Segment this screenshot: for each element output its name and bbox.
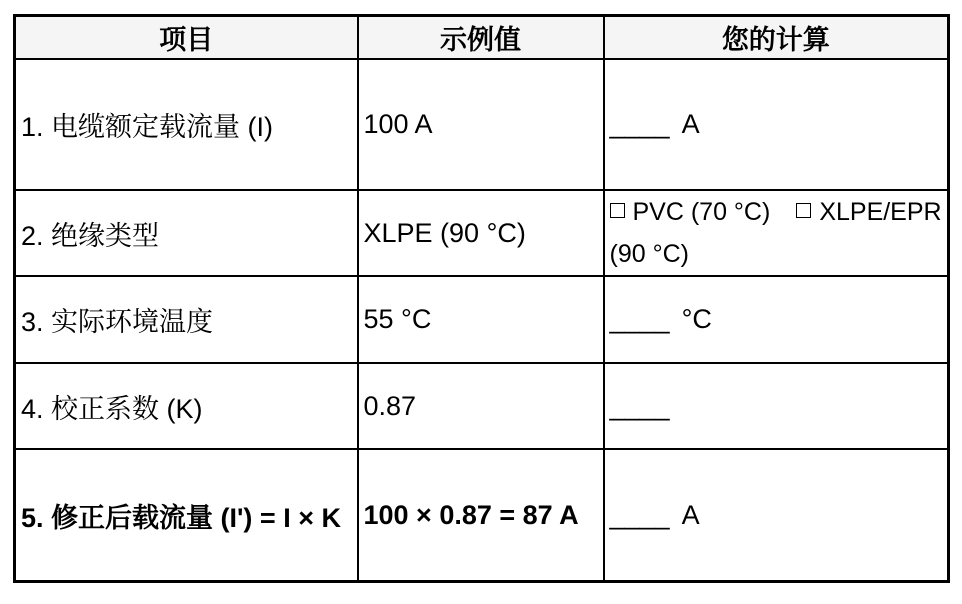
your-calculation-cell [604, 449, 949, 582]
item-label: 2. 绝缘类型 [15, 190, 358, 276]
header-item: 项目 [15, 16, 358, 60]
your-calculation-cell [604, 59, 949, 190]
fill-in-blank[interactable]: ____ [609, 304, 670, 334]
unit-label: °C [681, 304, 712, 334]
example-value: XLPE (90 °C) [358, 190, 604, 276]
your-calculation-cell [604, 190, 949, 276]
table-row [15, 449, 949, 582]
table-row [15, 363, 949, 449]
your-calculation-cell [604, 276, 949, 363]
unit-label: A [681, 499, 700, 530]
example-value: 55 °C [358, 276, 604, 363]
header-row [15, 16, 949, 60]
example-value: 100 A [358, 59, 604, 190]
table-row [15, 59, 949, 190]
header-example-value: 示例值 [358, 16, 604, 60]
checkbox-icon[interactable] [610, 203, 625, 218]
example-value: 0.87 [358, 363, 604, 449]
table-row [15, 276, 949, 363]
unit-label: A [681, 109, 700, 139]
checkbox-icon[interactable] [796, 203, 811, 218]
fill-in-blank[interactable]: ____ [609, 390, 670, 421]
your-calculation-cell [604, 363, 949, 449]
fill-in-blank[interactable]: ____ [609, 499, 670, 530]
calculation-table [13, 14, 950, 583]
item-label: 4. 校正系数 (K) [15, 363, 358, 449]
example-value: 100 × 0.87 = 87 A [358, 449, 604, 582]
fill-in-blank[interactable]: ____ [609, 109, 670, 139]
table-row [15, 190, 949, 276]
option-pvc-label: PVC (70 °C) [632, 198, 771, 226]
item-label: 3. 实际环境温度 [15, 276, 358, 363]
item-label: 5. 修正后载流量 (I') = I × K [15, 449, 358, 582]
item-label: 1. 电缆额定载流量 (I) [15, 59, 358, 190]
option-pvc[interactable] [610, 198, 771, 226]
option-xlpe-epr-label: XLPE/EPR (90 °C) [609, 198, 942, 268]
header-your-calculation: 您的计算 [604, 16, 949, 60]
